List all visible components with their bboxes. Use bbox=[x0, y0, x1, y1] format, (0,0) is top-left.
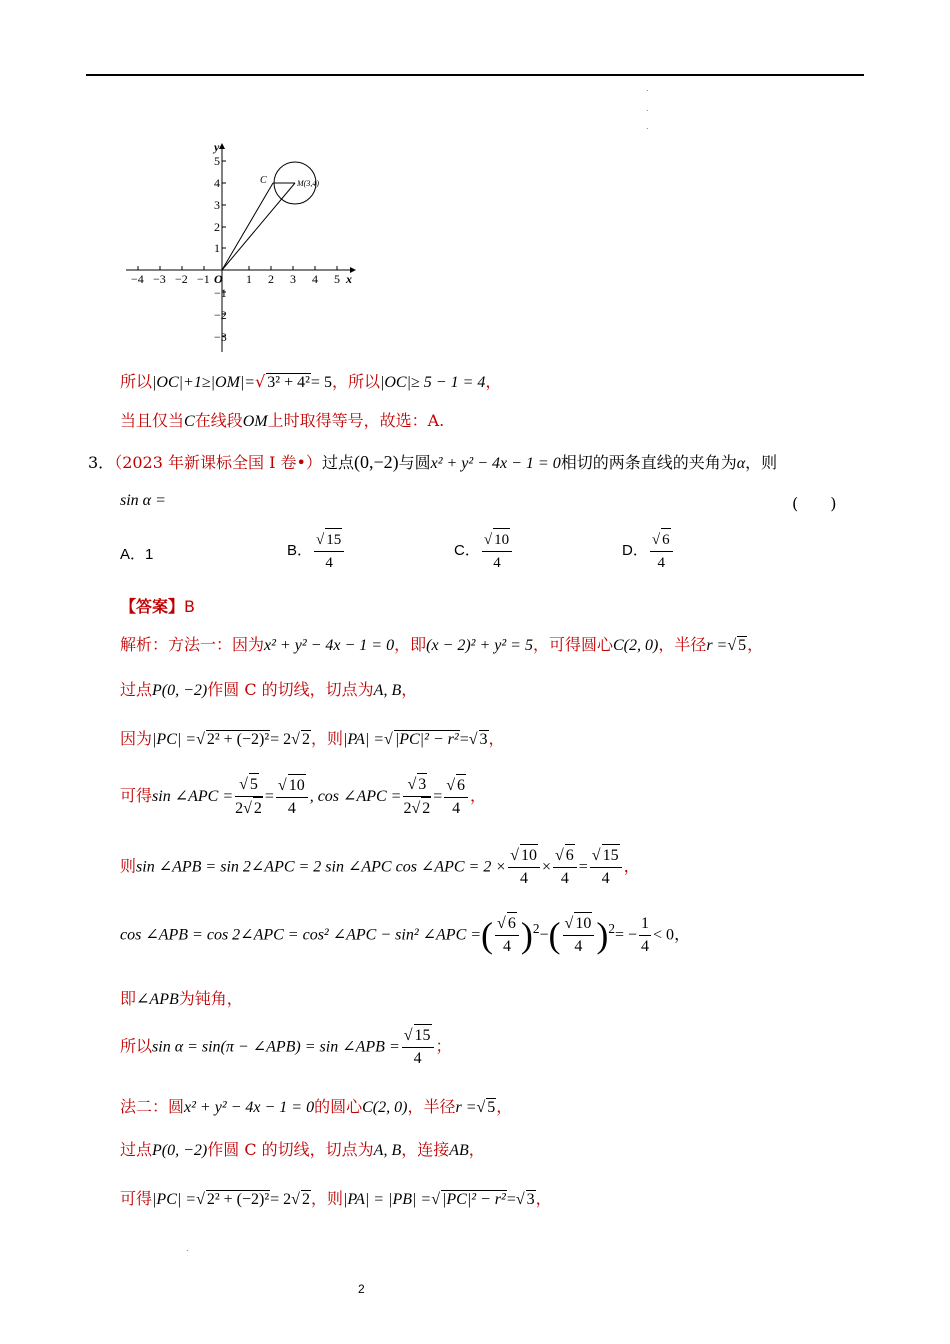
math: A, B bbox=[373, 682, 402, 699]
text: 即 bbox=[120, 989, 137, 1008]
text: ，所以 bbox=[331, 372, 380, 391]
text: 为钝角， bbox=[178, 989, 243, 1008]
text: 过点 bbox=[120, 680, 153, 699]
header-dot: . bbox=[646, 122, 649, 131]
text: ，半径 bbox=[407, 1097, 456, 1116]
math: = 2 bbox=[270, 731, 292, 748]
math: α bbox=[736, 455, 746, 472]
math: 4 bbox=[641, 937, 650, 955]
prev-solution-line-1: 所以|OC|+1≥|OM|=√ 3² + 4²= 5，所以|OC|≥ 5 − 1 = 4， bbox=[120, 372, 502, 391]
text: 作圆 C 的切线，切点为 bbox=[207, 1140, 374, 1159]
math: 2 bbox=[301, 1191, 310, 1208]
math: = 2 bbox=[270, 1191, 292, 1208]
math: sin ∠APB = sin 2∠APC = 2 sin ∠APC cos ∠APC = 2 × bbox=[136, 858, 507, 876]
math: = bbox=[578, 858, 588, 876]
math: 3 bbox=[479, 731, 488, 748]
option-label: D． bbox=[622, 541, 648, 559]
text: ， bbox=[535, 1189, 552, 1208]
option-d: D． $\frac{√ 6}{4}$ bbox=[622, 528, 675, 574]
y-tick-label: 5 bbox=[214, 154, 220, 168]
math: AB bbox=[449, 1142, 469, 1159]
math: P(0, −2) bbox=[152, 1142, 208, 1159]
math: r = bbox=[455, 1099, 477, 1116]
math: 10 bbox=[520, 844, 538, 867]
solution-line-3: 因为|PC| =√ 2² + (−2)²= 2√ 2，则|PA| =√ |PC|² − r²=√ 3， bbox=[120, 729, 505, 748]
header-dot: . bbox=[646, 104, 649, 113]
math: = bbox=[433, 788, 443, 805]
text: 所以 bbox=[120, 1036, 153, 1056]
math: x² + y² − 4x − 1 = 0 bbox=[264, 637, 395, 654]
header-rule bbox=[86, 74, 864, 76]
math: (0,−2) bbox=[353, 452, 399, 472]
text: 与圆 bbox=[398, 453, 431, 472]
solution-line-1: 解析：方法一：因为x² + y² − 4x − 1 = 0，即(x − 2)² + y² = 5，可得圆心C(2, 0)，半径r =√ 5， bbox=[120, 635, 764, 654]
math: |PC| = bbox=[152, 731, 197, 748]
text: 上时取得等号，故选：A. bbox=[267, 411, 445, 430]
text: 可得 bbox=[120, 786, 153, 805]
option-c: C． $\frac{√ 10}{4}$ bbox=[454, 528, 514, 574]
y-tick-label: −2 bbox=[214, 308, 227, 322]
math: |PA| = |PB| = bbox=[342, 1191, 432, 1208]
solution-line-11: 可得|PC| =√ 2² + (−2)²= 2√ 2，则|PA| = |PB| =√ |PC|² − r²=√ 3， bbox=[120, 1189, 552, 1208]
answer-bracket: ( ) bbox=[792, 494, 837, 513]
solution-line-8: 所以sin α = sin(π − ∠APB) = sin ∠APB = $\frac{√ 15}{4}$ ； bbox=[120, 1024, 452, 1070]
x-tick-label: 4 bbox=[312, 272, 318, 286]
math: 6 bbox=[565, 844, 575, 867]
x-axis-label: x bbox=[346, 272, 352, 286]
text: 的圆心 bbox=[314, 1097, 363, 1116]
math: 4 bbox=[502, 938, 511, 955]
text: 法二：圆 bbox=[120, 1097, 185, 1116]
option-label: B． bbox=[287, 541, 313, 559]
page-number: 2 bbox=[358, 1282, 365, 1296]
math: P(0, −2) bbox=[152, 682, 208, 699]
solution-line-6: cos ∠APB = cos 2∠APC = cos² ∠APC − sin² ∠APC =( $\frac{√ 6}{4}$ )$^2$−( $\frac{√ 10}{4}$ )$^2$= − $\frac{1}{4}$ < 0， bbox=[120, 912, 690, 958]
math: |PC|² − r² bbox=[394, 731, 459, 748]
math: C bbox=[184, 413, 195, 430]
math: 10 bbox=[493, 528, 510, 551]
text: ，则 bbox=[310, 1189, 343, 1208]
math: 1 bbox=[639, 913, 651, 936]
math: r = bbox=[706, 637, 728, 654]
math: , cos ∠APC = bbox=[309, 788, 402, 805]
math: sin ∠APC = bbox=[152, 788, 234, 805]
x-tick-label: −3 bbox=[153, 272, 166, 286]
text: 过点 bbox=[120, 1140, 153, 1159]
text: 在线段 bbox=[194, 411, 243, 430]
text: 所以 bbox=[120, 372, 153, 391]
math: 4 bbox=[520, 870, 529, 887]
solution-line-10 bbox=[120, 1137, 485, 1160]
text: 作圆 C 的切线，切点为 bbox=[207, 680, 374, 699]
math: 2 bbox=[608, 921, 615, 937]
text: ，半径 bbox=[658, 635, 707, 654]
x-tick-label: 1 bbox=[246, 272, 252, 286]
question-number: 3． bbox=[88, 453, 115, 472]
math: cos ∠APB = cos 2∠APC = cos² ∠APC − sin² ∠APC = bbox=[120, 926, 482, 944]
math: 5 bbox=[738, 637, 747, 654]
math: |OC|+1≥|OM|= bbox=[152, 374, 256, 391]
text: 可得 bbox=[120, 1189, 153, 1208]
text: ； bbox=[435, 1036, 452, 1056]
option-label: A．1 bbox=[120, 546, 154, 563]
solution-line-2 bbox=[120, 677, 417, 700]
math: x² + y² − 4x − 1 = 0 bbox=[184, 1099, 315, 1116]
question-3-line-1 bbox=[88, 450, 777, 473]
math: 6 bbox=[507, 912, 517, 935]
question-source: （2023 年新课标全国 Ⅰ 卷•） bbox=[114, 453, 322, 472]
math: − bbox=[539, 926, 549, 944]
text: ，可得圆心 bbox=[532, 635, 613, 654]
text: ， bbox=[401, 680, 418, 699]
footer-dot: . bbox=[186, 1244, 189, 1253]
math: 15 bbox=[602, 844, 620, 867]
math: 15 bbox=[414, 1024, 432, 1047]
text: 过点 bbox=[321, 453, 354, 472]
math: sin α = sin(π − ∠APB) = sin ∠APB = bbox=[152, 1038, 400, 1056]
math: C(2, 0) bbox=[612, 637, 659, 654]
x-tick-label: −1 bbox=[197, 272, 210, 286]
point-m-label: M(3,4) bbox=[297, 179, 319, 188]
text: ，则 bbox=[310, 729, 343, 748]
math: 4 bbox=[413, 1050, 422, 1067]
text: 相切的两条直线的夹角为 bbox=[560, 453, 737, 472]
text: 则 bbox=[120, 856, 137, 876]
y-tick-label: 1 bbox=[214, 241, 220, 255]
text: ， bbox=[468, 1140, 485, 1159]
option-label: C． bbox=[454, 541, 480, 559]
math: ∠APB bbox=[136, 991, 179, 1008]
math: A, B bbox=[373, 1142, 402, 1159]
option-b: B． $\frac{√ 15}{4}$ bbox=[287, 528, 346, 574]
solution-line-5: 则sin ∠APB = sin 2∠APC = 2 sin ∠APC cos ∠APC = 2 × $\frac{√ 10}{4}$ × $\frac{√ 6}{4}$ = $\frac{√ 15}{4}$ ， bbox=[120, 844, 640, 890]
math: 4 bbox=[574, 938, 583, 955]
text: ， bbox=[674, 924, 691, 944]
math: 2 bbox=[532, 921, 540, 937]
math: 2² + (−2)² bbox=[206, 1191, 270, 1208]
math: = 5 bbox=[310, 374, 332, 391]
math: = bbox=[459, 731, 469, 748]
math: 4 bbox=[287, 799, 296, 817]
text: ， bbox=[470, 786, 487, 805]
text: ， bbox=[488, 729, 505, 748]
text: ， bbox=[747, 635, 764, 654]
math: 2 bbox=[421, 797, 431, 820]
y-tick-label: 4 bbox=[214, 176, 220, 190]
math: 5 bbox=[249, 773, 259, 796]
y-axis-label: y bbox=[214, 140, 220, 154]
y-tick-label: −1 bbox=[214, 286, 227, 300]
math: (x − 2)² + y² = 5 bbox=[426, 637, 533, 654]
math: 4 bbox=[452, 799, 461, 817]
x-tick-label: −2 bbox=[175, 272, 188, 286]
text: 解析：方法一：因为 bbox=[120, 635, 265, 654]
text: ， bbox=[485, 372, 502, 391]
y-tick-label: 3 bbox=[214, 198, 220, 212]
text: ， bbox=[623, 856, 640, 876]
math: 4 bbox=[657, 555, 665, 571]
math: 2 bbox=[301, 731, 310, 748]
question-3-line-2 bbox=[120, 490, 166, 510]
option-a bbox=[120, 543, 153, 564]
math: 2² + (−2)² bbox=[206, 731, 270, 748]
math: 2 bbox=[253, 797, 263, 820]
math: |PC| = bbox=[152, 1191, 197, 1208]
solution-line-4: 可得sin ∠APC = $\frac{√ 5}{2√ 2}$ = $\frac{√ 10}{4}$ , cos ∠APC = $\frac{√ 3}{2√ 2}$ = $\frac{√ 6}{4}$ ， bbox=[120, 773, 486, 820]
x-tick-label: 5 bbox=[334, 272, 340, 286]
answer-line bbox=[120, 594, 195, 617]
y-tick-label: 2 bbox=[214, 220, 220, 234]
math: = bbox=[264, 788, 274, 805]
math: < 0 bbox=[653, 926, 675, 944]
x-tick-label: −4 bbox=[131, 272, 144, 286]
math: 5 bbox=[487, 1099, 496, 1116]
math: 10 bbox=[574, 912, 592, 935]
math: 3 bbox=[417, 773, 427, 796]
math: sin α = bbox=[120, 492, 166, 509]
math: x² + y² − 4x − 1 = 0 bbox=[430, 455, 561, 472]
text: ， bbox=[496, 1097, 513, 1116]
math: |PC|² − r² bbox=[441, 1191, 506, 1208]
math: 6 bbox=[661, 528, 671, 551]
text: 当且仅当 bbox=[120, 411, 185, 430]
math: 10 bbox=[288, 774, 306, 797]
answer-value: B bbox=[184, 597, 195, 616]
solution-line-9: 法二：圆x² + y² − 4x − 1 = 0的圆心C(2, 0)，半径r =√ 5， bbox=[120, 1097, 513, 1116]
math: 4 bbox=[601, 870, 610, 887]
math: 3 bbox=[526, 1191, 535, 1208]
prev-solution-line-2 bbox=[120, 408, 444, 431]
coordinate-graph bbox=[118, 140, 368, 355]
math: 3² + 4² bbox=[267, 374, 310, 391]
math: × bbox=[541, 858, 551, 876]
math: 4 bbox=[493, 555, 501, 571]
math: OM bbox=[242, 413, 268, 430]
math: C(2, 0) bbox=[362, 1099, 408, 1116]
solution-line-7 bbox=[120, 986, 243, 1009]
text: ，即 bbox=[394, 635, 427, 654]
math: |OC|≥ 5 − 1 = 4 bbox=[379, 374, 486, 391]
math: 15 bbox=[325, 528, 342, 551]
math: 6 bbox=[456, 774, 466, 797]
math: = bbox=[506, 1191, 516, 1208]
math: = − bbox=[614, 926, 638, 944]
math: |PA| = bbox=[342, 731, 385, 748]
x-tick-label: 3 bbox=[290, 272, 296, 286]
y-tick-label: −3 bbox=[214, 330, 227, 344]
point-c-label: C bbox=[260, 175, 267, 186]
text: ，则 bbox=[745, 453, 778, 472]
origin-label: O bbox=[214, 272, 223, 286]
text: 因为 bbox=[120, 729, 153, 748]
text: ，连接 bbox=[401, 1140, 450, 1159]
math: 4 bbox=[325, 555, 333, 571]
header-dot: . bbox=[646, 84, 649, 93]
x-tick-label: 2 bbox=[268, 272, 274, 286]
answer-tag: 【答案】 bbox=[120, 597, 185, 616]
math: 4 bbox=[560, 870, 569, 887]
